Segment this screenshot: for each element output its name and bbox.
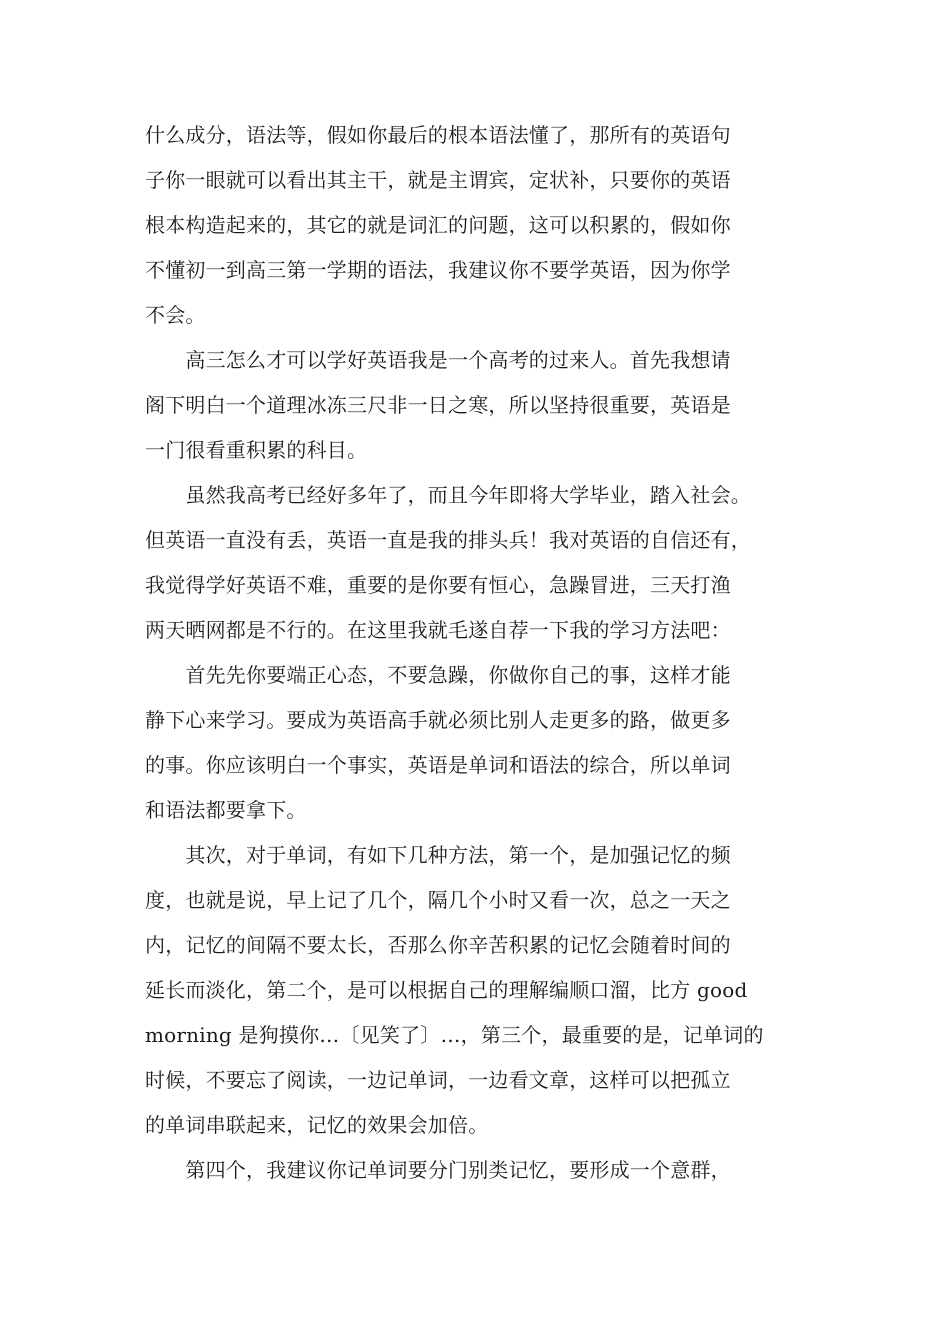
paragraph-4: 首先先你要端正心态，不要急躁，你做你自己的事，这样才能 静下心来学习。要成为英语高手就必须比别人走更多的路，做更多 的事。你应该明白一个事实，英语是单词和语法的综合，所以单词 和语法都要拿下。 <box>145 663 731 822</box>
paragraph-2: 高三怎么才可以学好英语我是一个高考的过来人。首先我想请 阁下明白一个道理冰冻三尺非一日之寒，所以坚持很重要，英语是 一门很看重积累的科目。 <box>145 348 731 462</box>
paragraph-1: 什么成分，语法等，假如你最后的根本语法懂了，那所有的英语句 子你一眼就可以看出其主干，就是主谓宾，定状补，只要你的英语 根本构造起来的，其它的就是词汇的问题，这可以积累的，假如你 不懂初一到高三第一学期的语法，我建议你不要学英语，因为你学 不会。 <box>145 123 731 327</box>
paragraph-3: 虽然我高考已经好多年了，而且今年即将大学毕业，踏入社会。 但英语一直没有丢，英语一直是我的排头兵！我对英语的自信还有， 我觉得学好英语不难，重要的是你要有恒心，急躁冒进，三天打渔 两天晒网都是不行的。在这里我就毛遂自荐一下我的学习方法吧： <box>145 483 751 642</box>
document-body <box>145 113 809 1193</box>
paragraph-6: 第四个，我建议你记单词要分门别类记忆，要形成一个意群， <box>145 1158 731 1182</box>
paragraph-5: 其次，对于单词，有如下几种方法，第一个，是加强记忆的频 度，也就是说，早上记了几个，隔几个小时又看一次，总之一天之 内，记忆的间隔不要太长，否那么你辛苦积累的记忆会随着时间的 延长而淡化，第二个，是可以根据自己的理解编顺口溜，比方 good morning 是狗摸你…〔见笑了〕…，第三个，最重要的是，记单词的 时候，不要忘了阅读，一边记单词，一边看文章，这样可以把孤立 的单词串联起来，记忆的效果会加倍。 <box>145 843 764 1137</box>
